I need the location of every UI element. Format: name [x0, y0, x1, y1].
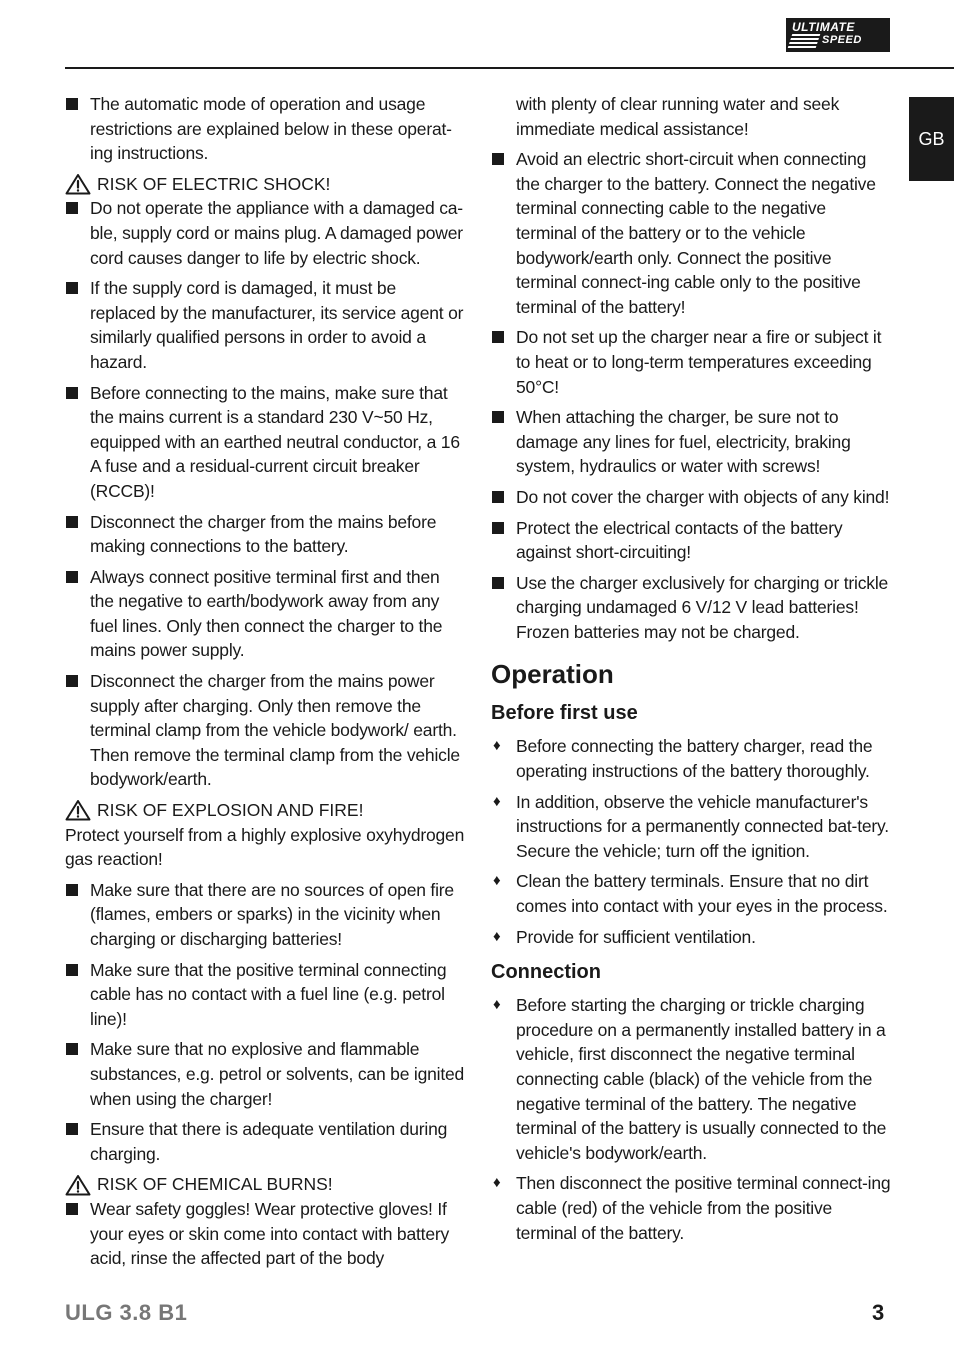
instruction-item: [491, 993, 891, 1165]
bullet-item: [65, 1197, 465, 1271]
item-text: Wear safety goggles! Wear protective gloves! If your eyes or skin come into contact with battery acid, rinse the affected part of the body: [90, 1198, 450, 1269]
warning-triangle-icon: [65, 1174, 91, 1196]
item-text: Before starting the charging or trickle charging procedure on a permanently installed battery in a vehicle, first disconnect the negative terminal connecting cable (black) of the vehicle from the negative terminal of the battery. The negative terminal of the battery is usually connected to the vehicle's bodywork/earth.: [516, 995, 887, 1163]
warning-triangle-icon: [65, 799, 91, 821]
instruction-item: [491, 1171, 891, 1245]
bullet-item: [65, 669, 465, 792]
subsection-heading: Before first use: [491, 702, 638, 725]
brand-logo: [786, 18, 890, 52]
square-bullet-icon: [492, 577, 504, 589]
warning-heading-text: RISK OF ELECTRIC SHOCK!: [97, 173, 331, 194]
item-text: Do not set up the charger near a fire or subject it to heat or to long-term temperatures exceeding 50°C!: [516, 327, 882, 397]
square-bullet-icon: [66, 516, 78, 528]
logo-speed-lines: [788, 34, 821, 48]
warning-triangle-icon: [65, 173, 91, 195]
paragraph: Protect yourself from a highly explosive oxyhydrogen gas reaction!: [65, 824, 465, 870]
item-text: Do not cover the charger with objects of any kind!: [516, 486, 890, 507]
square-bullet-icon: [492, 491, 504, 503]
bullet-item: [491, 325, 891, 399]
language-tab: GB: [909, 97, 954, 181]
bullet-item: [65, 1037, 465, 1111]
bullet-item: [65, 958, 465, 1032]
square-bullet-icon: [492, 522, 504, 534]
diamond-bullet-icon: ♦: [493, 1174, 501, 1192]
item-text: Provide for sufficient ventilation.: [516, 926, 756, 947]
footer-model: ULG 3.8 B1: [65, 1300, 188, 1325]
item-text: Disconnect the charger from the mains power supply after charging. Only then remove the terminal clamp from the vehicle bodywork/ earth. Then remove the terminal clamp from the vehicle bodywork/earth.: [90, 671, 460, 790]
item-text: Then disconnect the positive terminal connect-ing cable (red) of the vehicle from the positive terminal of the battery.: [516, 1173, 891, 1243]
bullet-item: [65, 92, 465, 166]
footer-page-number: 3: [872, 1300, 885, 1325]
bullet-item: [65, 510, 465, 559]
item-text: Disconnect the charger from the mains before making connections to the battery.: [90, 511, 437, 557]
item-text: Use the charger exclusively for charging or trickle charging undamaged 6 V/12 V lead batteries! Frozen batteries may not be charged.: [516, 572, 889, 642]
bullet-item: [491, 571, 891, 645]
right-column: [491, 92, 891, 1251]
square-bullet-icon: [66, 884, 78, 896]
item-text: The automatic mode of operation and usage restrictions are explained below in these operat-ing instructions.: [90, 94, 452, 164]
logo-word-speed: SPEED: [822, 34, 862, 46]
bullet-item: [491, 147, 891, 319]
header-rule: [65, 67, 954, 69]
bullet-item: [491, 485, 891, 510]
warning-heading: [65, 798, 465, 823]
item-text: Do not operate the appliance with a damaged ca-ble, supply cord or mains plug. A damaged power cord causes danger to life by electric shock.: [90, 198, 463, 268]
square-bullet-icon: [66, 1043, 78, 1055]
bullet-item: [65, 565, 465, 663]
section-heading: Operation: [491, 659, 614, 690]
item-text: Before connecting to the mains, make sure that the mains current is a standard 230 V~50 Hz, equipped with an earthed neutral conductor, a 16 A fuse and a residual-current circuit breaker (RCCB)!: [90, 382, 460, 501]
continued-item-text: with plenty of clear running water and seek immediate medical assistance!: [516, 94, 840, 139]
item-text: Always connect positive terminal first and then the negative to earth/bodywork away from any fuel lines. Only then connect the charger to the mains power supply.: [90, 566, 443, 661]
bullet-item: [491, 405, 891, 479]
bullet-item: [65, 878, 465, 952]
item-text: Before connecting the battery charger, read the operating instructions of the battery thoroughly.: [516, 736, 873, 782]
square-bullet-icon: [66, 202, 78, 214]
square-bullet-icon: [66, 387, 78, 399]
square-bullet-icon: [66, 675, 78, 687]
bullet-item: [65, 381, 465, 504]
square-bullet-icon: [492, 153, 504, 165]
item-text: In addition, observe the vehicle manufacturer's instructions for a permanently connected bat-tery. Secure the vehicle; turn off the ignition.: [516, 791, 889, 861]
square-bullet-icon: [492, 331, 504, 343]
warning-heading-text: RISK OF EXPLOSION AND FIRE!: [97, 800, 364, 821]
logo-word-ultimate: ULTIMATE: [792, 20, 855, 34]
item-text: Make sure that the positive terminal connecting cable has no contact with a fuel line (e.g. petrol line)!: [90, 959, 447, 1029]
item-text: If the supply cord is damaged, it must be replaced by the manufacturer, its service agent or similarly qualified persons in order to avoid a hazard.: [90, 278, 464, 372]
subsection-heading: Connection: [491, 961, 601, 984]
bullet-item: [65, 1117, 465, 1166]
item-text: Ensure that there is adequate ventilation during charging.: [90, 1119, 448, 1164]
item-text: Make sure that no explosive and flammable substances, e.g. petrol or solvents, can be ignited when using the charger!: [90, 1039, 465, 1109]
bullet-item: [65, 276, 465, 374]
instruction-item: [491, 790, 891, 864]
item-text: Make sure that there are no sources of open fire (flames, embers or sparks) in the vicinity when charging or discharging batteries!: [90, 879, 454, 949]
item-text: Clean the battery terminals. Ensure that no dirt comes into contact with your eyes in the process.: [516, 871, 888, 917]
square-bullet-icon: [66, 1203, 78, 1215]
warning-heading-text: RISK OF CHEMICAL BURNS!: [97, 1174, 333, 1195]
warning-heading: [65, 172, 465, 197]
left-column: [65, 92, 465, 1277]
diamond-bullet-icon: ♦: [493, 792, 501, 810]
bullet-item: [65, 196, 465, 270]
square-bullet-icon: [66, 98, 78, 110]
bullet-item: [491, 516, 891, 565]
diamond-bullet-icon: ♦: [493, 737, 501, 755]
item-text: Protect the electrical contacts of the battery against short-circuiting!: [516, 517, 843, 563]
diamond-bullet-icon: ♦: [493, 996, 501, 1014]
diamond-bullet-icon: ♦: [493, 927, 501, 945]
item-text: Avoid an electric short-circuit when connecting the charger to the battery. Connect the negative terminal connecting cable to the negative terminal of the battery or to the vehicle bodywork/earth only. Connect the positive terminal connect-ing cable only to the positive terminal of the battery!: [516, 149, 876, 317]
instruction-item: [491, 869, 891, 918]
square-bullet-icon: [66, 571, 78, 583]
square-bullet-icon: [492, 411, 504, 423]
instruction-item: [491, 734, 891, 783]
warning-heading: [65, 1172, 465, 1197]
square-bullet-icon: [66, 1123, 78, 1135]
diamond-bullet-icon: ♦: [493, 872, 501, 890]
instruction-item: [491, 925, 891, 950]
square-bullet-icon: [66, 282, 78, 294]
item-text: When attaching the charger, be sure not to damage any lines for fuel, electricity, braking system, hydraulics or water with screws!: [516, 407, 851, 477]
square-bullet-icon: [66, 964, 78, 976]
